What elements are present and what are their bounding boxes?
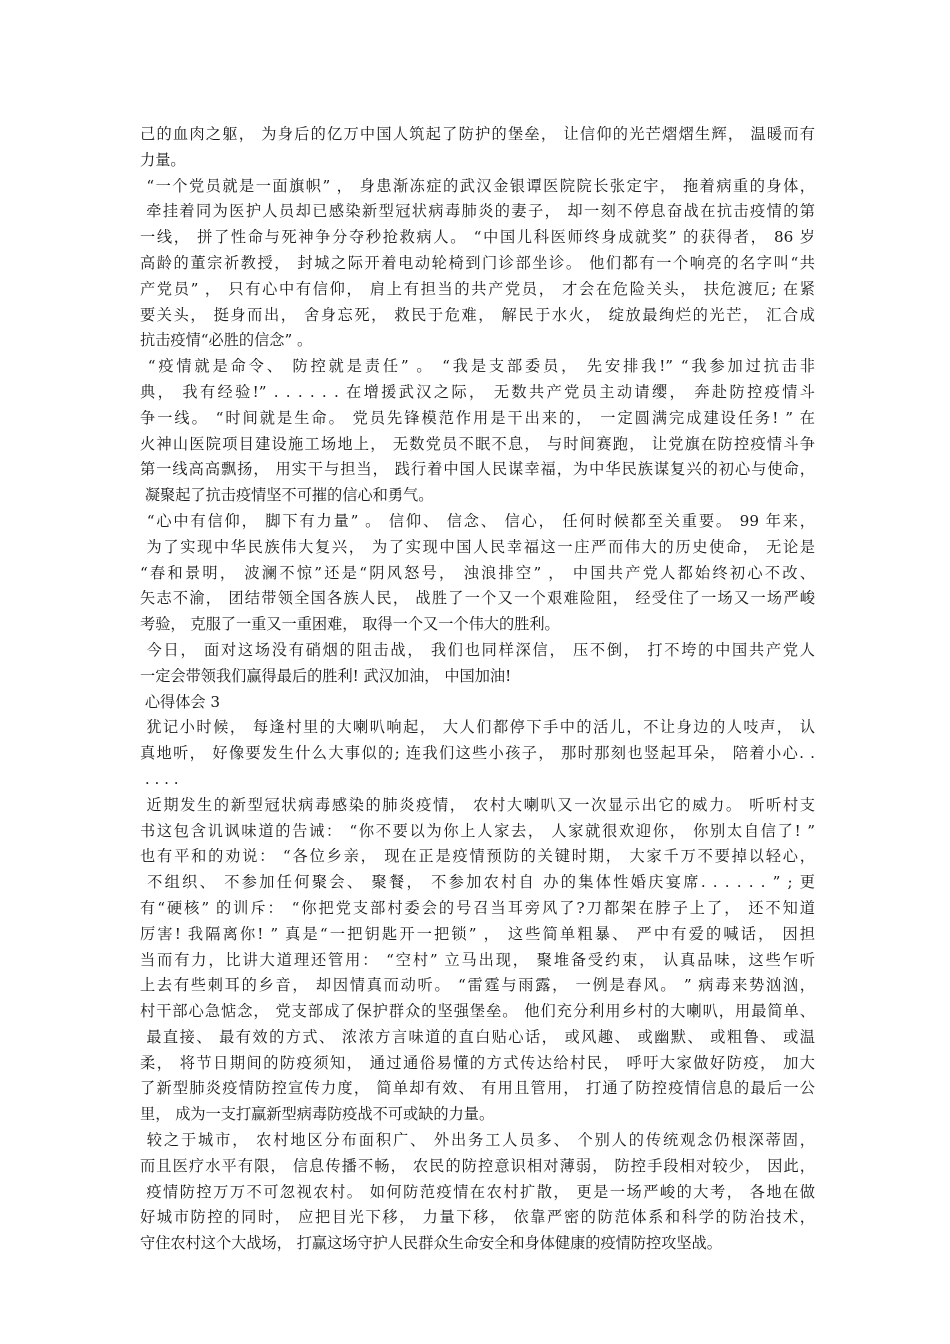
text-line: 里， 成为一支打赢新型病毒防疫战不可或缺的力量。 (140, 1105, 495, 1124)
text-line: 一定会带领我们赢得最后的胜利! 武汉加油， 中国加油! (140, 666, 512, 685)
text-line: 牵挂着同为医护人员却已感染新型冠状病毒肺炎的妻子， 却一刻不停息奋战在抗击疫情的第 (140, 202, 815, 221)
text-line: 犹记小时候， 每逢村里的大喇叭响起， 大人们都停下手中的活儿，不让身边的人吱声， 认 (140, 718, 815, 737)
text-line: 典， 我有经验!” . . . . . . 在增援武汉之际， 无数共产党员主动请缨， 奔赴防控疫情斗 (140, 382, 815, 401)
text-line: 而且医疗水平有限， 信息传播不畅， 农民的防控意识相对薄弱， 防控手段相对较少， 因此， (140, 1156, 815, 1175)
text-line: 近期发生的新型冠状病毒感染的肺炎疫情， 农村大喇叭又一次显示出它的威力。 听听村支 (140, 795, 815, 814)
text-line: 守住农村这个大战场， 打赢这场守护人民群众生命安全和身体健康的疫情防控攻坚战。 (140, 1234, 722, 1253)
text-line: 当而有力，比讲大道理还管用： “空村” 立马出现， 聚堆备受约束， 认真品味，这些乍听 (140, 950, 815, 969)
text-line: 火神山医院项目建设施工场地上， 无数党员不眠不息， 与时间赛跑， 让党旗在防控疫情斗争 (140, 434, 815, 453)
document-body (140, 122, 815, 1257)
text-line: 厉害! 我隔离你! ” 真是“一把钥匙开一把锁” ， 这些简单粗暴、 严中有爱的喊话， 因担 (140, 924, 815, 943)
text-line: 要关头， 挺身而出， 舍身忘死， 救民于危难， 解民于水火， 绽放最绚烂的光芒， 汇合成 (140, 305, 815, 324)
text-line: 柔， 将节日期间的防疫须知， 通过通俗易懂的方式传达给村民， 呼吁大家做好防疫， 加大 (140, 1053, 815, 1072)
text-line: “春和景明， 波澜不惊”还是“阴风怒号， 浊浪排空” ， 中国共产党人都始终初心不改、 (140, 563, 815, 582)
text-line: “一个党员就是一面旗帜” ， 身患渐冻症的武汉金银谭医院院长张定宇， 拖着病重的身体， (140, 176, 815, 195)
text-line: 一线， 拼了性命与死神争分夺秒抢救病人。 “中国儿科医师终身成就奖” 的获得者， 86 岁 (140, 228, 815, 247)
text-line: 产党员” ， 只有心中有信仰， 肩上有担当的共产党员， 才会在危险关头， 扶危渡厄; 在紧 (140, 279, 815, 298)
text-line: 力量。 (140, 150, 186, 169)
text-line: “心中有信仰， 脚下有力量” 。 信仰、 信念、 信心， 任何时候都至关重要。 99 年来， (140, 511, 815, 530)
text-line: 较之于城市， 农村地区分布面积广、 外出务工人员多、 个别人的传统观念仍根深蒂固， (140, 1131, 815, 1150)
text-line: 不组织、 不参加任何聚会、 聚餐， 不参加农村自 办的集体性婚庆宴席. . . . . . ” ; 更 (140, 873, 815, 892)
text-line: 为了实现中华民族伟大复兴， 为了实现中国人民幸福这一庄严而伟大的历史使命， 无论是 (140, 537, 815, 556)
text-line: . . . . (140, 769, 179, 788)
text-line: 好城市防控的同时， 应把目光下移， 力量下移， 依靠严密的防范体系和科学的防治技术， (140, 1208, 815, 1227)
text-line: 己的血肉之躯， 为身后的亿万中国人筑起了防护的堡垒， 让信仰的光芒熠熠生辉， 温暖而有 (140, 125, 815, 143)
text-line: 考验， 克服了一重又一重困难， 取得一个又一个伟大的胜利。 (140, 615, 560, 634)
text-line: 疫情防控万万不可忽视农村。 如何防范疫情在农村扩散， 更是一场严峻的大考， 各地在做 (140, 1182, 815, 1201)
text-line: “疫情就是命令、 防控就是责任” 。 “我是支部委员， 先安排我!” “我参加过抗击非 (140, 357, 815, 376)
text-line: 了新型肺炎疫情防控宣传力度， 简单却有效、 有用且管用， 打通了防控疫情信息的最后一公 (140, 1079, 815, 1098)
text-line: 上去有些刺耳的乡音， 却因情真而动听。 “雷霆与雨露， 一例是春风。 ” 病毒来势汹汹， (140, 976, 815, 995)
text-line: 凝聚起了抗击疫情坚不可摧的信心和勇气。 (140, 486, 434, 505)
text-line: 抗击疫情“必胜的信念” 。 (140, 331, 313, 350)
text-line: 心得体会 3 (140, 692, 221, 711)
text-line: 书这包含讥讽味道的告诫： “你不要以为你上人家去， 人家就很欢迎你， 你别太自信了! ” (140, 821, 815, 840)
text-line: 也有平和的劝说： “各位乡亲， 现在正是疫情预防的关键时期， 大家千万不要掉以轻心， (140, 847, 815, 866)
text-line: 村干部心急惦念， 党支部成了保护群众的坚强堡垒。 他们充分利用乡村的大喇叭，用最简单、 (140, 1002, 815, 1021)
text-line: 真地听， 好像要发生什么大事似的; 连我们这些小孩子， 那时那刻也竖起耳朵， 陪着小心. . (140, 744, 815, 763)
text-line: 高龄的董宗祈教授， 封城之际开着电动轮椅到门诊部坐诊。 他们都有一个响亮的名字叫“共 (140, 253, 815, 272)
text-line: 第一线高高飘扬， 用实干与担当， 践行着中国人民谋幸福，为中华民族谋复兴的初心与使命， (140, 460, 815, 479)
text-line: 最直接、 最有效的方式、 浓浓方言味道的直白贴心话， 或风趣、 或幽默、 或粗鲁、 或温 (140, 1027, 815, 1046)
text-line: 矢志不渝， 团结带领全国各族人民， 战胜了一个又一个艰难险阻， 经受住了一场又一场严峻 (140, 589, 815, 608)
text-line: 争一线。 “时间就是生命。 党员先锋模范作用是干出来的， 一定圆满完成建设任务! ” 在 (140, 408, 815, 427)
text-line: 有“硬核” 的训斥： “你把党支部村委会的号召当耳旁风了?刀都架在脖子上了， 还不知道 (140, 898, 815, 917)
text-line: 今日， 面对这场没有硝烟的阻击战， 我们也同样深信， 压不倒， 打不垮的中国共产党人 (140, 640, 815, 659)
